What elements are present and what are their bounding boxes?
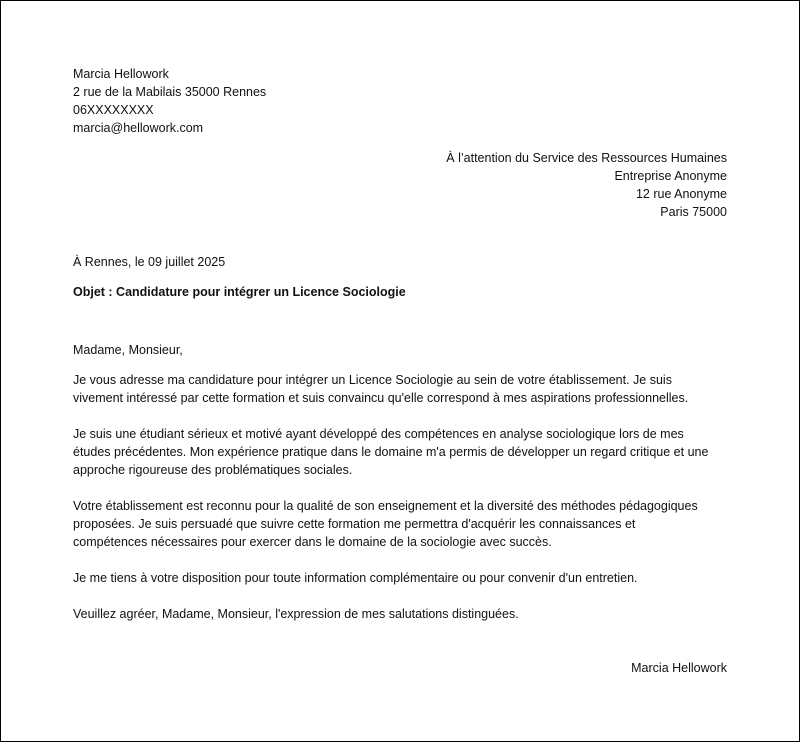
recipient-company: Entreprise Anonyme bbox=[614, 169, 727, 183]
paragraph-line: Votre établissement est reconnu pour la qualité de son enseignement et la diversité des méthodes pédagogiques bbox=[73, 499, 698, 513]
signature: Marcia Hellowork bbox=[631, 661, 727, 675]
paragraph-1 bbox=[73, 371, 729, 407]
paragraph-line: Je me tiens à votre disposition pour toute information complémentaire ou pour convenir d'un entretien. bbox=[73, 571, 638, 585]
recipient-block bbox=[446, 149, 727, 221]
paragraph-3 bbox=[73, 497, 729, 551]
sender-address: 2 rue de la Mabilais 35000 Rennes bbox=[73, 85, 267, 99]
paragraph-line: proposées. Je suis persuadé que suivre cette formation me permettra d'acquérir les connaissances et bbox=[73, 517, 636, 531]
paragraph-line: études précédentes. Mon expérience pratique dans le domaine m'a permis de développer un regard critique et une bbox=[73, 445, 709, 459]
date-line: À Rennes, le 09 juillet 2025 bbox=[73, 255, 226, 269]
paragraph-5 bbox=[73, 605, 729, 623]
salutation: Madame, Monsieur, bbox=[73, 343, 183, 357]
paragraph-line: vivement intéressé par cette formation et suis convaincu qu'elle correspond à mes aspirations professionnelles. bbox=[73, 391, 689, 405]
paragraph-line: Je vous adresse ma candidature pour intégrer un Licence Sociologie au sein de votre établissement. Je suis bbox=[73, 373, 672, 387]
paragraph-line: Je suis une étudiant sérieux et motivé ayant développé des compétences en analyse sociologique lors de mes bbox=[73, 427, 684, 441]
recipient-street: 12 rue Anonyme bbox=[635, 187, 727, 201]
paragraph-4 bbox=[73, 569, 729, 587]
recipient-attention: À l’attention du Service des Ressources Humaines bbox=[446, 151, 727, 165]
paragraph-2 bbox=[73, 425, 729, 479]
paragraph-line: approche rigoureuse des problématiques sociales. bbox=[73, 463, 353, 477]
recipient-city: Paris 75000 bbox=[660, 205, 727, 219]
paragraph-line: Veuillez agréer, Madame, Monsieur, l'expression de mes salutations distinguées. bbox=[73, 607, 519, 621]
sender-phone: 06XXXXXXXX bbox=[73, 103, 154, 117]
subject-line: Objet : Candidature pour intégrer un Licence Sociologie bbox=[73, 285, 406, 299]
sender-email: marcia@hellowork.com bbox=[73, 121, 204, 135]
paragraph-line: compétences nécessaires pour exercer dans le domaine de la sociologie avec succès. bbox=[73, 535, 552, 549]
sender-name: Marcia Hellowork bbox=[73, 67, 169, 81]
